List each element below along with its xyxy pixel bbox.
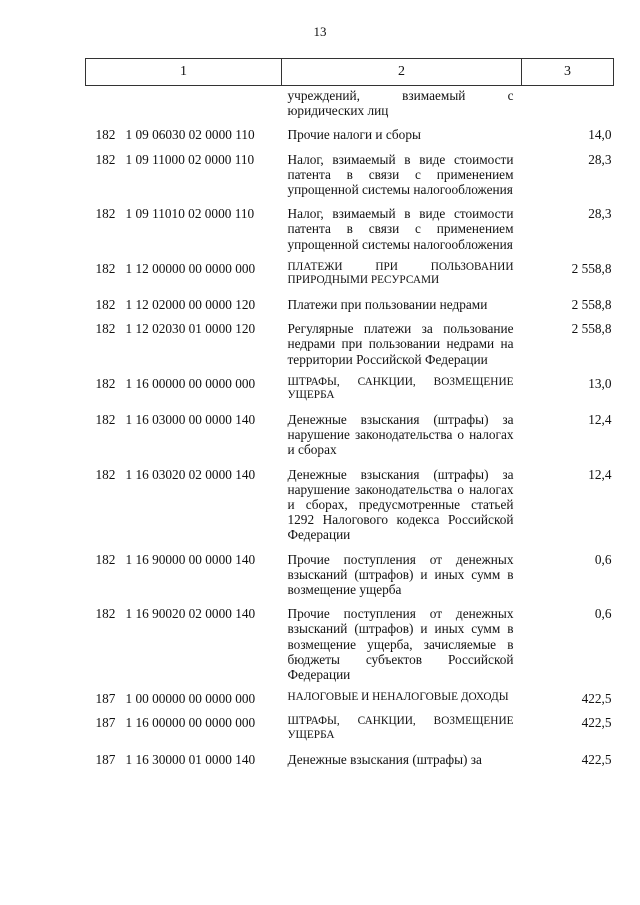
- budget-code: 1 00 00000 00 0000 000: [125, 691, 256, 707]
- table-row: [86, 691, 614, 715]
- classification-code-cell: [86, 715, 282, 751]
- amount-value: 28,3: [588, 206, 612, 222]
- table-row: [86, 261, 614, 297]
- amount-value: 14,0: [588, 127, 612, 143]
- revenue-description: НАЛОГОВЫЕ И НЕНАЛОГОВЫЕ ДОХОДЫ: [287, 691, 509, 704]
- amount-value: 13,0: [588, 375, 612, 391]
- classification-code-cell: [86, 261, 282, 297]
- admin-code: 182: [95, 321, 116, 337]
- amount-value: 0,6: [594, 606, 612, 622]
- admin-code: 182: [95, 260, 116, 276]
- revenue-description: Прочие поступления от денежных взысканий (штрафов) и иных сумм в возмещение ущерба: [287, 551, 514, 598]
- budget-code: 1 12 02000 00 0000 120: [125, 297, 256, 313]
- table-row: [86, 152, 614, 207]
- admin-code: 182: [95, 151, 116, 167]
- admin-code: 182: [95, 551, 116, 567]
- classification-code-cell: [86, 127, 282, 151]
- table-body: [86, 86, 614, 776]
- revenue-description: Налог, взимаемый в виде стоимости патента в связи с применением упрощенной системы налогообложения: [287, 151, 514, 198]
- admin-code: 182: [95, 375, 116, 391]
- admin-code: 182: [95, 466, 116, 482]
- classification-code-cell: [86, 606, 282, 691]
- classification-code-cell: [86, 206, 282, 261]
- budget-code: 1 16 00000 00 0000 000: [125, 715, 256, 731]
- budget-code: 1 16 90020 02 0000 140: [125, 606, 256, 622]
- budget-code: 1 16 30000 01 0000 140: [125, 751, 256, 767]
- revenue-description: Денежные взыскания (штрафы) за: [287, 751, 482, 767]
- table-row: [86, 715, 614, 751]
- revenue-description: Денежные взыскания (штрафы) за нарушение законодательства о налогах и сборах, предусмотренные статьей 1292 Налогового кодекса Российской Федерации: [287, 466, 514, 543]
- classification-code-cell: [86, 752, 282, 776]
- table-row: [86, 376, 614, 412]
- amount-value: 2 558,8: [571, 260, 612, 276]
- admin-code: 182: [95, 412, 116, 428]
- table-row: [86, 206, 614, 261]
- classification-code-cell: [86, 376, 282, 412]
- admin-code: 182: [95, 127, 116, 143]
- admin-code: 187: [95, 715, 116, 731]
- amount-value: 12,4: [588, 412, 612, 428]
- header-col-1: 1: [86, 59, 282, 86]
- revenue-description: Платежи при пользовании недрами: [287, 297, 488, 313]
- amount-value: 12,4: [588, 466, 612, 482]
- revenue-description: ШТРАФЫ, САНКЦИИ, ВОЗМЕЩЕНИЕ УЩЕРБА: [287, 715, 514, 742]
- table-row: [86, 127, 614, 151]
- admin-code: 187: [95, 751, 116, 767]
- revenue-description: ШТРАФЫ, САНКЦИИ, ВОЗМЕЩЕНИЕ УЩЕРБА: [287, 375, 514, 402]
- classification-code-cell: [86, 691, 282, 715]
- classification-code-cell: [86, 152, 282, 207]
- amount-value: 0,6: [594, 551, 612, 567]
- budget-code: 1 09 11010 02 0000 110: [125, 206, 255, 222]
- amount-value: 2 558,8: [571, 297, 612, 313]
- amount-value: 422,5: [581, 751, 612, 767]
- amount-value: 2 558,8: [571, 321, 612, 337]
- amount-value: 422,5: [581, 715, 612, 731]
- budget-code: 1 09 06030 02 0000 110: [125, 127, 255, 143]
- table-row: [86, 412, 614, 467]
- revenue-description: Регулярные платежи за пользование недрами при пользовании недрами на территории Российской Федерации: [287, 321, 514, 367]
- budget-code: 1 09 11000 02 0000 110: [125, 151, 255, 167]
- admin-code: 182: [95, 606, 116, 622]
- table-header: [86, 59, 614, 86]
- table-row: [86, 321, 614, 376]
- revenue-description: ПЛАТЕЖИ ПРИ ПОЛЬЗОВАНИИ ПРИРОДНЫМИ РЕСУРСАМИ: [287, 260, 514, 287]
- revenue-description: Прочие поступления от денежных взысканий (штрафов) и иных сумм в возмещение ущерба, зачисляемые в бюджеты субъектов Российской Федерации: [287, 606, 514, 683]
- budget-code: 1 16 00000 00 0000 000: [125, 375, 256, 391]
- admin-code: 187: [95, 691, 116, 707]
- classification-code-cell: [86, 412, 282, 467]
- table-row: [86, 297, 614, 321]
- table-row: [86, 552, 614, 607]
- budget-code: 1 16 90000 00 0000 140: [125, 551, 256, 567]
- budget-code: 1 16 03020 02 0000 140: [125, 466, 256, 482]
- classification-code-cell: [86, 297, 282, 321]
- revenue-description: Денежные взыскания (штрафы) за нарушение законодательства о налогах и сборах: [287, 412, 514, 458]
- budget-code: 1 12 00000 00 0000 000: [125, 260, 256, 276]
- admin-code: 182: [95, 297, 116, 313]
- header-col-2: 2: [282, 59, 522, 86]
- revenue-table: [85, 58, 614, 776]
- classification-code-cell: [86, 321, 282, 376]
- amount-value: 28,3: [588, 151, 612, 167]
- continuation-row: [86, 86, 614, 128]
- revenue-description: Налог, взимаемый в виде стоимости патента в связи с применением упрощенной системы налогообложения: [287, 206, 514, 252]
- table-row: [86, 752, 614, 776]
- budget-code: 1 12 02030 01 0000 120: [125, 321, 256, 337]
- classification-code-cell: [86, 467, 282, 552]
- table-row: [86, 606, 614, 691]
- classification-code-cell: [86, 552, 282, 607]
- table-row: [86, 467, 614, 552]
- revenue-description: Прочие налоги и сборы: [287, 127, 421, 143]
- budget-code: 1 16 03000 00 0000 140: [125, 412, 256, 428]
- amount-value: 422,5: [581, 691, 612, 707]
- page-number: 13: [313, 24, 327, 39]
- header-col-3: 3: [522, 59, 614, 86]
- admin-code: 182: [95, 206, 116, 222]
- continuation-text: учреждений, взимаемый с юридических лиц: [287, 88, 514, 119]
